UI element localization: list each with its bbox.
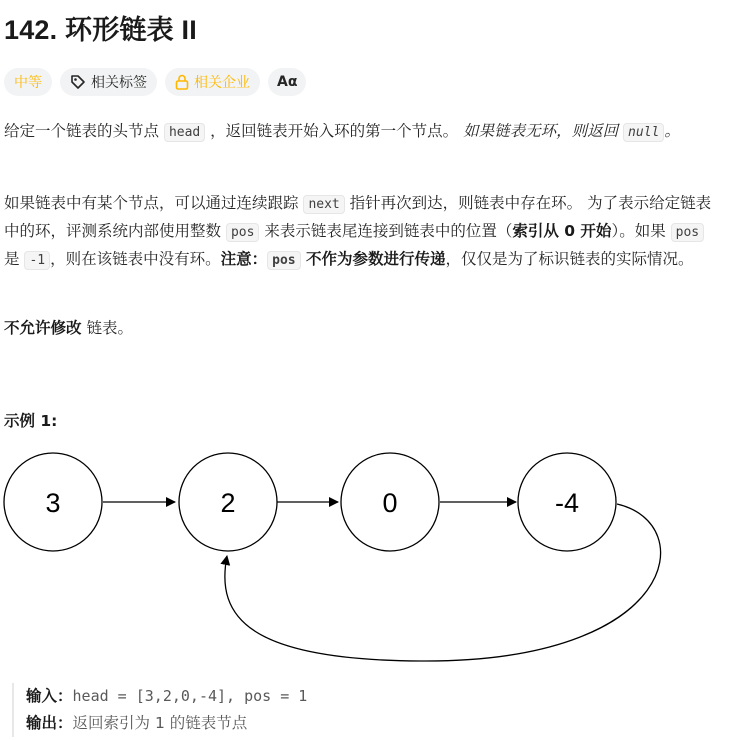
problem-title: 142. 环形链表 II (4, 15, 197, 45)
text: ）。如果 (611, 222, 671, 240)
text: 来表示链表尾连接到链表中的位置（ (259, 222, 513, 240)
example-output (26, 710, 307, 737)
text: 是 (4, 250, 25, 268)
inline-code: -1 (24, 251, 50, 270)
output-value: 返回索引为 1 的链表节点 (72, 714, 248, 732)
bold-text: 索引从 0 开始 (512, 222, 612, 240)
node-1 (179, 453, 277, 551)
related-companies-label: 相关企业 (194, 75, 250, 91)
node-value: 3 (45, 488, 61, 518)
example-title: 示例 1: (4, 412, 58, 430)
node-value: -4 (554, 488, 580, 518)
description-paragraph-3 (4, 315, 719, 341)
text: ，返回链表开始入环的第一个节点。 (205, 122, 464, 140)
text: ，则在该链表中没有环。 (50, 250, 221, 268)
related-tags-button[interactable] (60, 68, 157, 96)
node-value: 0 (382, 488, 398, 518)
difficulty-label: 中等 (14, 75, 42, 91)
example-input (26, 683, 307, 710)
bold-text: 不允许修改 (4, 319, 82, 337)
example-io-block (12, 683, 307, 737)
related-tags-label: 相关标签 (91, 75, 147, 91)
italic-text: 如果链表无环，则返回 null 。 (463, 122, 680, 140)
inline-code: pos (267, 251, 300, 270)
description-paragraph-2 (4, 190, 719, 274)
lock-icon (175, 74, 189, 90)
node-0 (4, 453, 102, 551)
tag-icon (70, 74, 86, 90)
related-companies-button[interactable] (165, 68, 260, 96)
translate-icon: Aα (277, 74, 298, 90)
inline-code: pos (226, 223, 259, 242)
text: ，仅仅是为了标识链表的实际情况。 (445, 250, 694, 268)
text: 指针再次到达，则链表中存在环。 为了表示给定链表中的环，评测系统内部使用整数 (4, 194, 712, 240)
inline-code: next (303, 195, 344, 214)
node-2 (341, 453, 439, 551)
input-label: 输入： (26, 687, 73, 705)
input-value: head = [3,2,0,-4], pos = 1 (72, 687, 308, 705)
output-label: 输出： (26, 714, 73, 732)
text: 给定一个链表的头节点 (4, 122, 164, 140)
translate-button[interactable] (268, 68, 306, 96)
node-3 (518, 453, 616, 551)
text: 如果链表中有某个节点，可以通过连续跟踪 (4, 194, 304, 212)
inline-code: head (164, 123, 205, 142)
difficulty-badge[interactable] (4, 68, 52, 96)
linked-list-diagram (0, 448, 735, 673)
bold-text: 注意： (220, 250, 268, 268)
description-paragraph-1 (4, 118, 719, 146)
inline-code: pos (671, 223, 704, 242)
tag-bar (4, 68, 306, 96)
node-value: 2 (220, 488, 236, 518)
inline-code: null (623, 123, 664, 142)
bold-text: 不作为参数进行传递 (300, 250, 446, 268)
text: 链表。 (81, 319, 133, 337)
